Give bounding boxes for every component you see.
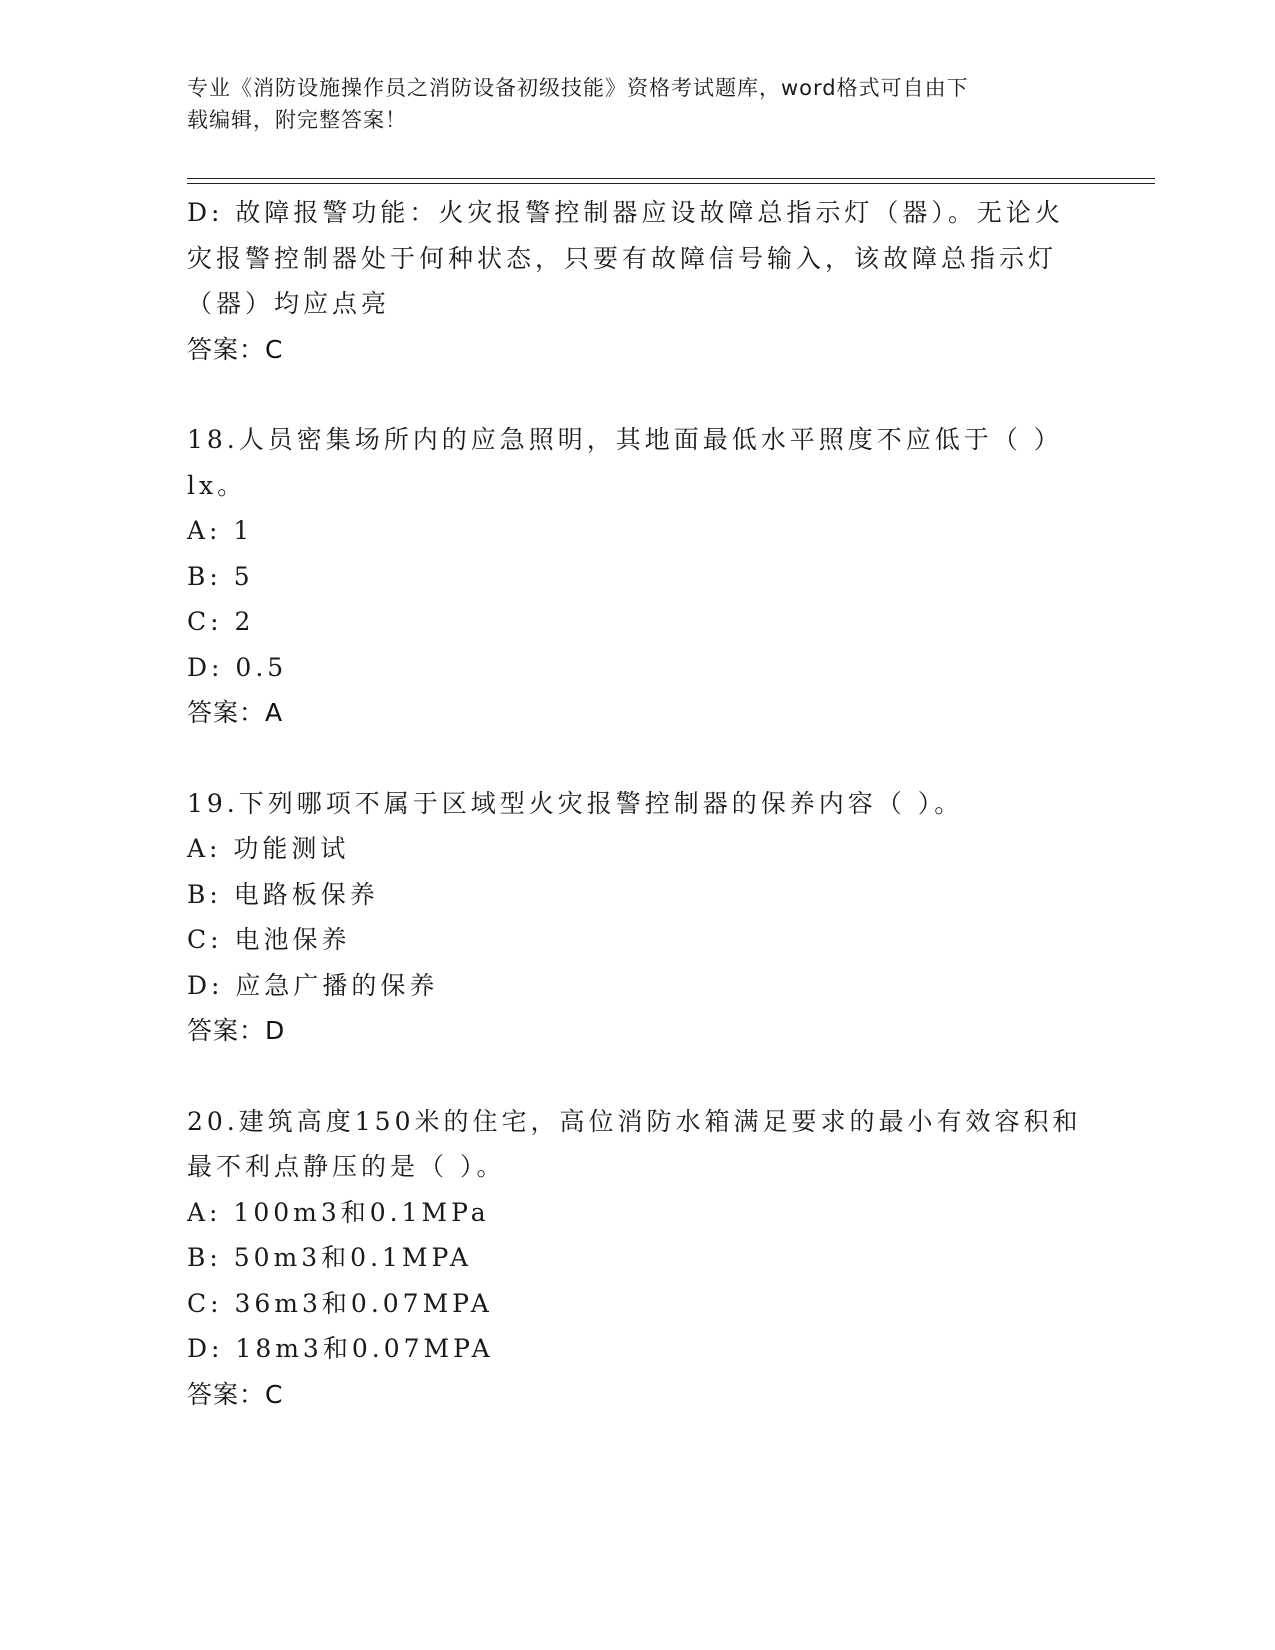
header-note-line-2: 载编辑，附完整答案！ [187,108,407,132]
option-a: A: 功能测试 [187,834,350,863]
question-stem-line-1: 18.人员密集场所内的应急照明，其地面最低水平照度不应低于（ ） [187,425,1063,454]
question-stem-line-1: 20.建筑高度150米的住宅，高位消防水箱满足要求的最小有效容积和 [187,1106,1082,1136]
question-stem-line-1: 19.下列哪项不属于区域型火灾报警控制器的保养内容（ ）。 [187,788,964,818]
header-note-line-1: 专业《消防设施操作员之消防设备初级技能》资格考试题库，word格式可自由下 [187,76,969,100]
answer-line: 答案：D [187,1016,286,1045]
option-d: D: 应急广播的保养 [187,970,439,1000]
option-b: B: 5 [187,561,254,591]
option-a: A: 100m3和0.1MPa [187,1197,490,1227]
option-b: B: 50m3和0.1MPA [187,1243,473,1272]
option-b: B: 电路板保养 [187,879,379,909]
option-d: D: 0.5 [187,652,288,682]
question-20 [187,1099,1087,1418]
option-c: C: 2 [187,607,255,636]
spacer [187,1054,1087,1099]
answer-line: 答案：C [187,334,284,364]
option-d-line-1: D: 故障报警功能：火灾报警控制器应设故障总指示灯（器）。无论火 [187,198,1064,227]
header-note [187,72,1067,136]
option-a: A: 1 [187,516,254,545]
spacer [187,372,1087,417]
option-d-line-2: 灾报警控制器处于何种状态，只要有故障信号输入，该故障总指示灯 [187,243,1058,273]
option-c: C: 36m3和0.07MPA [187,1288,493,1318]
option-c: C: 电池保养 [187,925,351,954]
answer-line: 答案：A [187,698,284,727]
question-stem-line-2: lx。 [187,470,247,500]
question-stem-line-2: 最不利点静压的是（ ）。 [187,1152,506,1181]
header-divider-top [187,178,1155,179]
answer-line: 答案：C [187,1379,284,1409]
question-18 [187,417,1087,736]
previous-question-tail [187,190,1087,372]
question-19 [187,781,1087,1054]
header-divider-bottom [187,183,1155,184]
document-body [187,190,1087,1417]
option-d-line-3: （器）均应点亮 [187,289,391,318]
option-d: D: 18m3和0.07MPA [187,1334,494,1363]
spacer [187,736,1087,781]
